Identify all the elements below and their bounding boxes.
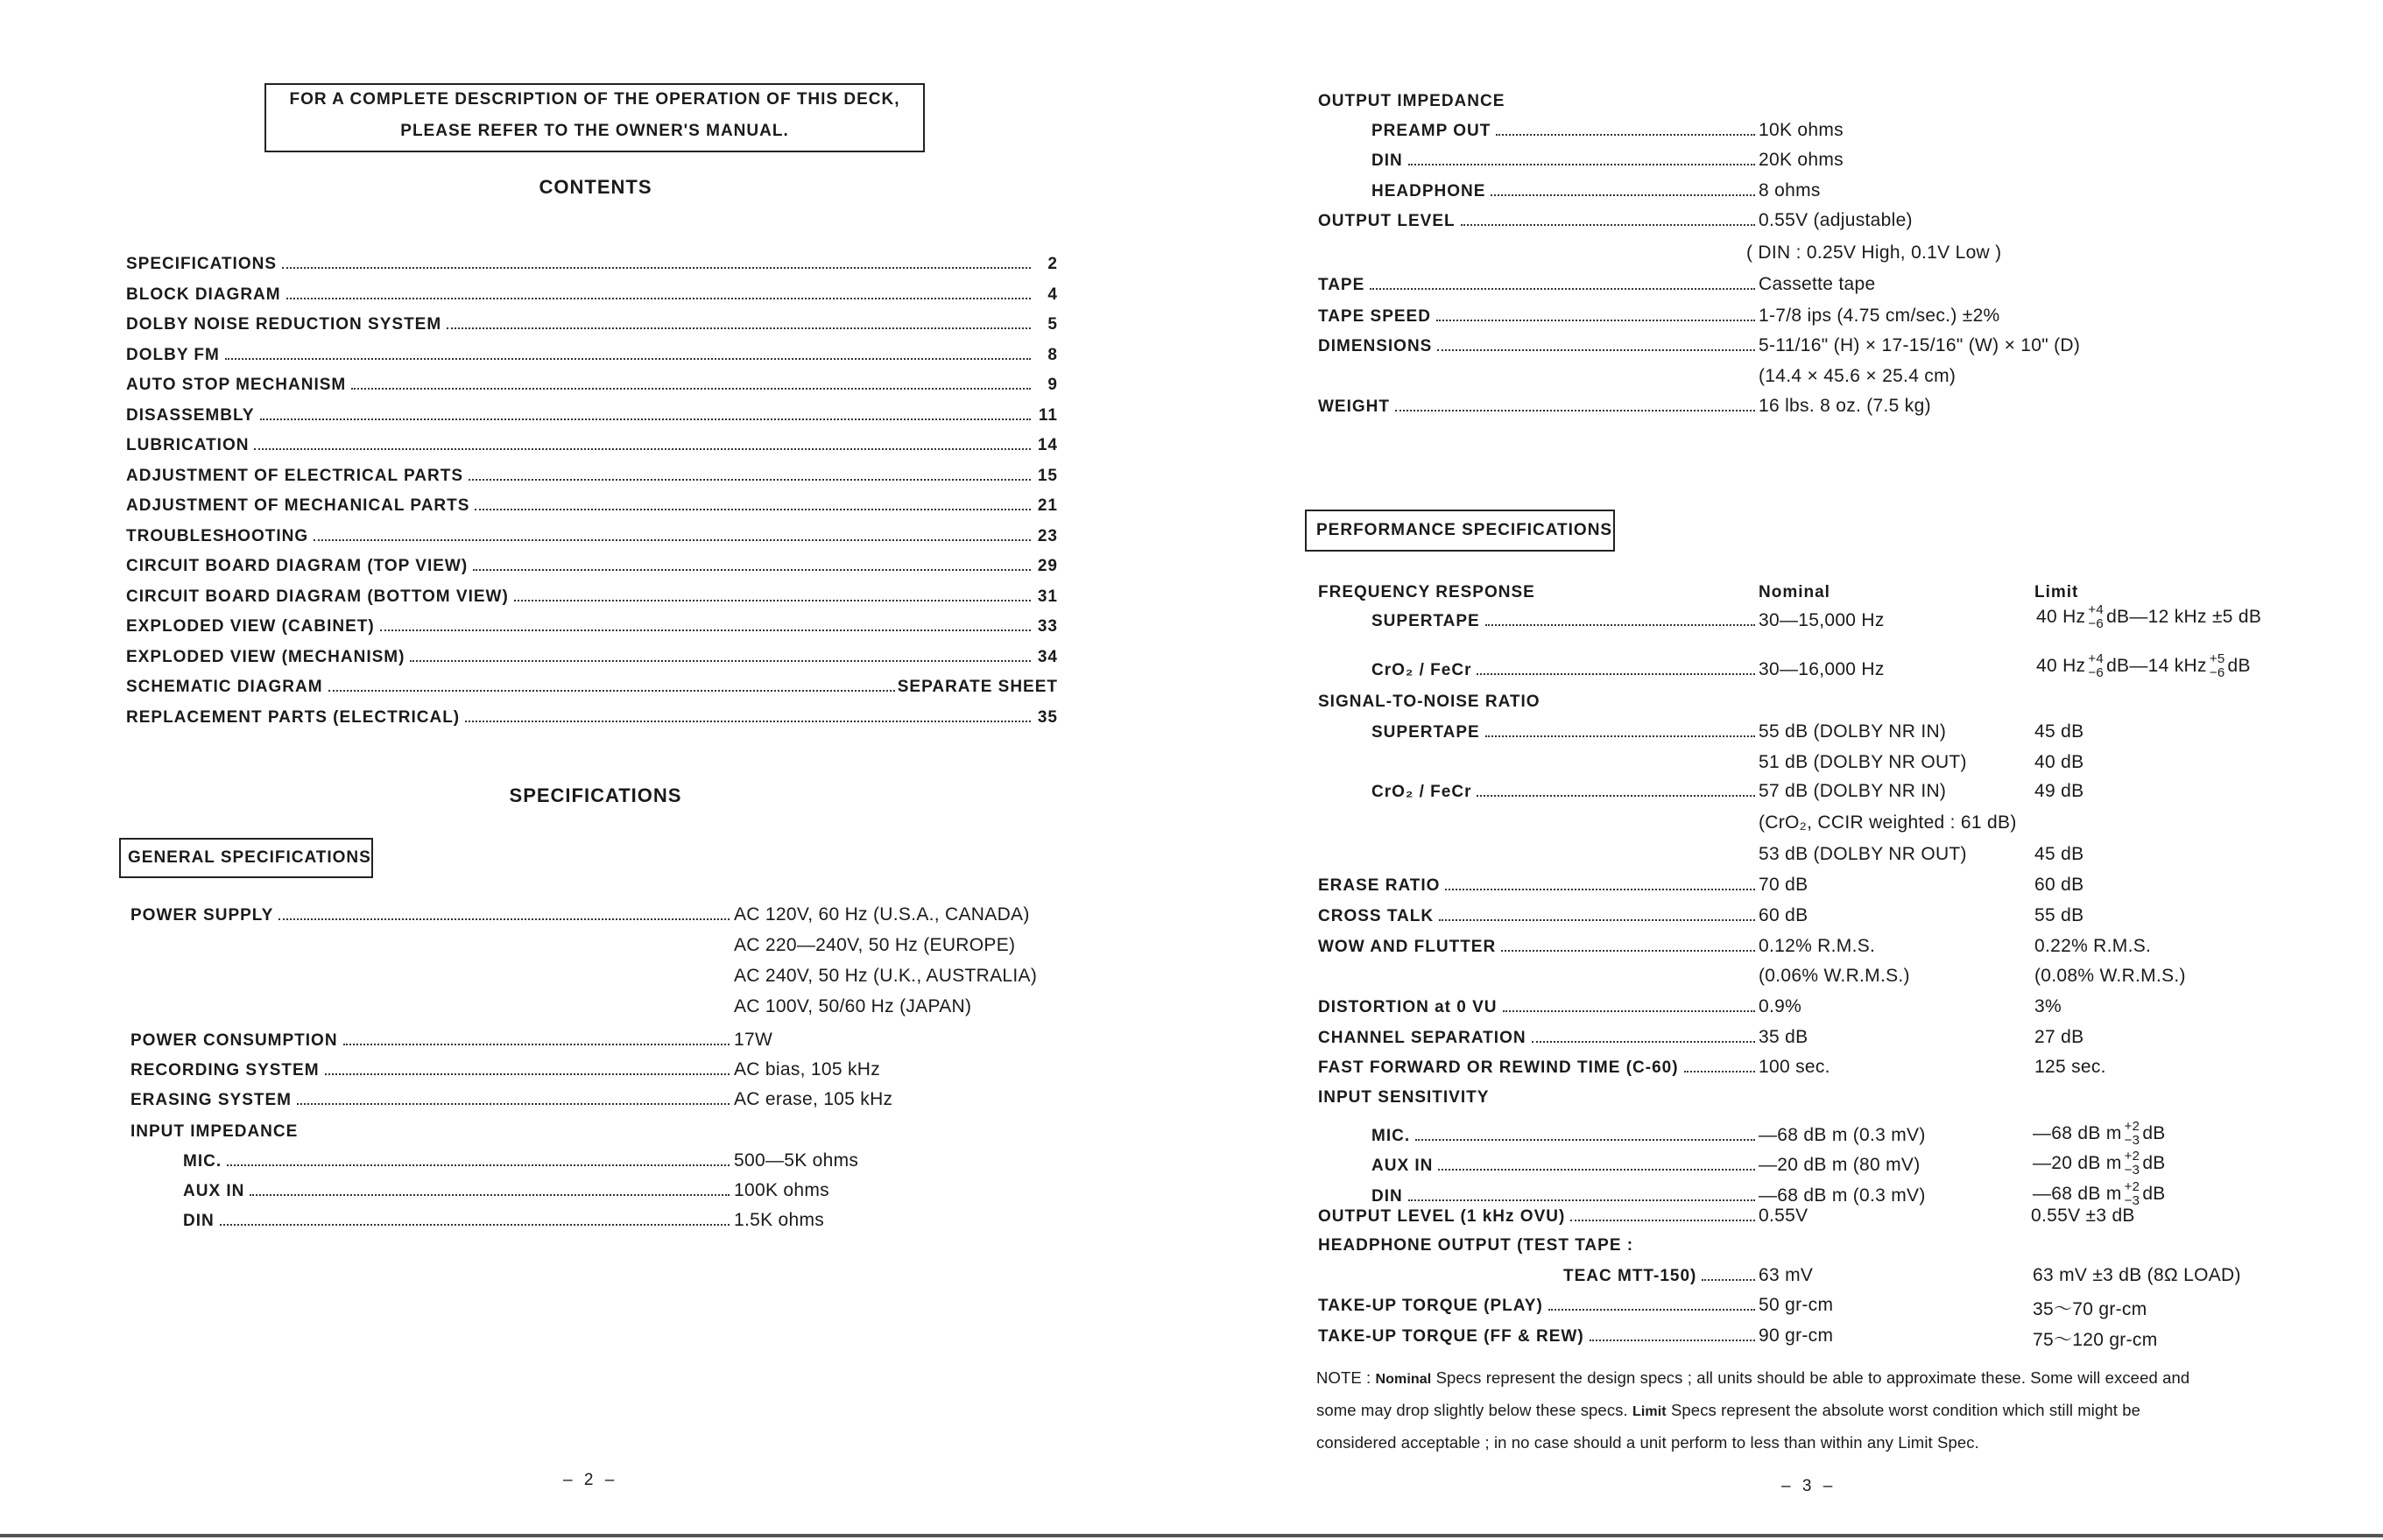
power-supply-value-3: AC 240V, 50 Hz (U.K., AUSTRALIA)	[734, 966, 1038, 986]
tape-speed-value: 1-7/8 ips (4.75 cm/sec.) ±2%	[1759, 306, 2000, 326]
input-sensitivity-nominal: —20 dB m (80 mV)	[1759, 1155, 1921, 1175]
dimensions-value-2: (14.4 × 45.6 × 25.4 cm)	[1759, 366, 1956, 386]
note-line-3: considered acceptable ; in no case should a unit perform to less than within any Limit Spec.	[1316, 1433, 1979, 1452]
toc-dot-leader	[286, 298, 1031, 299]
toc-dot-leader	[475, 509, 1031, 510]
output-impedance-headphone-value: 8 ohms	[1759, 180, 1821, 200]
toc-dot-leader	[473, 569, 1031, 571]
toc-entry-title: AUTO STOP MECHANISM	[126, 376, 347, 394]
notice-line-2: PLEASE REFER TO THE OWNER'S MANUAL.	[400, 122, 789, 140]
toc-dot-leader	[328, 690, 895, 692]
toc-dot-leader	[380, 629, 1031, 631]
toc-entry-page: 14	[1037, 436, 1058, 454]
fr-supertape-limit: 40 Hz +4 −6 dB—12 kHz ±5 dB	[2036, 602, 2262, 631]
headphone-output-tape: TEAC MTT-150)	[1563, 1267, 1757, 1286]
toc-dot-leader	[410, 660, 1031, 662]
input-sensitivity-nominal: —68 dB m (0.3 mV)	[1759, 1185, 1926, 1206]
general-specs-title: GENERAL SPECIFICATIONS	[128, 848, 371, 867]
output-level-perf-limit: 0.55V ±3 dB	[2031, 1206, 2135, 1226]
toc-dot-leader	[254, 448, 1031, 450]
spec-power-supply: POWER SUPPLY	[130, 906, 731, 925]
takeup-play-nominal: 50 gr-cm	[1759, 1295, 1834, 1315]
snr-crfe-limit-1: 49 dB	[2034, 781, 2084, 801]
spec-cross-talk: CROSS TALK	[1318, 907, 1757, 926]
spec-erase-ratio: ERASE RATIO	[1318, 876, 1757, 896]
fr-supertape-nominal: 30—15,000 Hz	[1759, 610, 1885, 630]
toc-entry	[126, 617, 1033, 636]
spec-weight: WEIGHT	[1318, 397, 1757, 417]
toc-entry-title: CIRCUIT BOARD DIAGRAM (BOTTOM VIEW)	[126, 587, 509, 606]
toc-entry-page: 35	[1037, 708, 1058, 727]
power-supply-value-4: AC 100V, 50/60 Hz (JAPAN)	[734, 996, 972, 1016]
input-sensitivity-row	[1371, 1127, 1757, 1146]
toc-entry	[126, 708, 1033, 728]
toc-dot-leader	[225, 358, 1031, 360]
input-impedance-label: INPUT IMPEDANCE	[130, 1122, 299, 1141]
headphone-output-limit: 63 mV ±3 dB (8Ω LOAD)	[2033, 1265, 2241, 1285]
output-impedance-din-value: 20K ohms	[1759, 150, 1844, 170]
distortion-limit: 3%	[2034, 996, 2062, 1016]
toc-entry	[126, 376, 1033, 395]
snr-crfe-limit-3: 45 dB	[2034, 844, 2084, 864]
power-supply-value-1: AC 120V, 60 Hz (U.S.A., CANADA)	[734, 904, 1030, 925]
toc-entry-page: 31	[1037, 587, 1058, 606]
snr-supertape-limit-2: 40 dB	[2034, 752, 2084, 772]
input-impedance-aux: AUX IN	[183, 1182, 731, 1201]
fr-crfe-nominal: 30—16,000 Hz	[1759, 659, 1885, 679]
snr-crfe-nominal-2: (CrO₂, CCIR weighted : 61 dB)	[1759, 812, 2017, 833]
snr-supertape-limit-1: 45 dB	[2034, 721, 2084, 742]
output-impedance-preamp: PREAMP OUT	[1371, 122, 1757, 141]
spec-wow-flutter: WOW AND FLUTTER	[1318, 938, 1757, 957]
takeup-play-limit: 35～70 gr-cm	[2033, 1299, 2147, 1319]
input-sensitivity-label: INPUT SENSITIVITY	[1318, 1088, 1490, 1107]
channel-separation-limit: 27 dB	[2034, 1027, 2084, 1047]
tape-value: Cassette tape	[1759, 274, 1876, 294]
cross-talk-nominal: 60 dB	[1759, 905, 1808, 925]
input-impedance-din-value: 1.5K ohms	[734, 1210, 825, 1230]
toc-dot-leader	[260, 418, 1032, 420]
input-impedance-din: DIN	[183, 1212, 731, 1231]
toc-entry-page: 23	[1037, 527, 1058, 545]
spec-erasing-system: ERASING SYSTEM	[130, 1091, 731, 1110]
toc-entry-title: ADJUSTMENT OF MECHANICAL PARTS	[126, 496, 470, 515]
dot-leader	[1415, 1139, 1755, 1141]
output-impedance-preamp-value: 10K ohms	[1759, 120, 1844, 140]
snr-supertape-nominal-1: 55 dB (DOLBY NR IN)	[1759, 721, 1947, 742]
fr-crfe: CrO₂ / FeCr	[1371, 661, 1757, 680]
output-impedance-din: DIN	[1371, 151, 1757, 171]
toc-entry-title: SCHEMATIC DIAGRAM	[126, 678, 323, 696]
input-impedance-aux-value: 100K ohms	[734, 1180, 829, 1200]
cross-talk-limit: 55 dB	[2034, 905, 2084, 925]
toc-entry-page: 11	[1038, 406, 1058, 425]
spec-tape: TAPE	[1318, 276, 1757, 295]
toc-entry-page: 15	[1037, 467, 1058, 485]
toc-entry	[126, 527, 1033, 546]
toc-entry-page: 29	[1037, 557, 1058, 575]
fast-forward-nominal: 100 sec.	[1759, 1057, 1830, 1077]
toc-entry	[126, 285, 1033, 305]
toc-entry-page: SEPARATE SHEET	[897, 678, 1058, 696]
erasing-system-value: AC erase, 105 kHz	[734, 1089, 893, 1109]
channel-separation-nominal: 35 dB	[1759, 1027, 1808, 1047]
spec-takeup-ff: TAKE-UP TORQUE (FF & REW)	[1318, 1327, 1757, 1347]
snr-label: SIGNAL-TO-NOISE RATIO	[1318, 693, 1540, 711]
snr-crfe: CrO₂ / FeCr	[1371, 783, 1757, 802]
input-sensitivity-row	[1371, 1187, 1757, 1206]
toc-entry-page: 33	[1037, 617, 1058, 636]
output-impedance-headphone: HEADPHONE	[1371, 182, 1757, 201]
toc-entry-page: 34	[1037, 648, 1058, 666]
erase-ratio-nominal: 70 dB	[1759, 875, 1808, 895]
frequency-response-label: FREQUENCY RESPONSE	[1318, 583, 1535, 601]
spec-channel-separation: CHANNEL SEPARATION	[1318, 1029, 1757, 1048]
snr-crfe-nominal-1: 57 dB (DOLBY NR IN)	[1759, 781, 1947, 801]
fr-supertape: SUPERTAPE	[1371, 612, 1757, 631]
note-line-2: some may drop slightly below these specs. Limit Specs represent the absolute worst condition which still might be	[1316, 1401, 2141, 1419]
spec-dimensions: DIMENSIONS	[1318, 337, 1757, 356]
spec-output-level: OUTPUT LEVEL	[1318, 212, 1757, 231]
output-level-value: 0.55V (adjustable)	[1759, 210, 1913, 230]
input-sensitivity-limit: —20 dB m +2 −3 dB	[2033, 1149, 2166, 1178]
toc-entry	[126, 346, 1033, 365]
input-sensitivity-nominal: —68 dB m (0.3 mV)	[1759, 1125, 1926, 1145]
toc-dot-leader	[469, 479, 1031, 481]
toc-entry-page: 2	[1047, 255, 1058, 273]
toc-dot-leader	[514, 600, 1031, 601]
toc-entry	[126, 315, 1033, 334]
spec-power-consumption: POWER CONSUMPTION	[130, 1031, 731, 1051]
toc-entry	[126, 557, 1033, 576]
specifications-title: SPECIFICATIONS	[509, 784, 682, 806]
toc-entry-title: LUBRICATION	[126, 436, 250, 454]
toc-entry-page: 21	[1037, 496, 1058, 515]
input-sensitivity-row-label: AUX IN	[1371, 1157, 1434, 1175]
toc-entry-page: 9	[1047, 376, 1058, 394]
toc-entry-title: SPECIFICATIONS	[126, 255, 277, 273]
toc-dot-leader	[282, 267, 1031, 269]
contents-title: CONTENTS	[539, 176, 652, 198]
input-sensitivity-limit: —68 dB m +2 −3 dB	[2033, 1179, 2166, 1208]
weight-value: 16 lbs. 8 oz. (7.5 kg)	[1759, 396, 1931, 416]
toc-dot-leader	[351, 388, 1031, 390]
power-consumption-value: 17W	[734, 1030, 773, 1050]
dot-leader	[1408, 1199, 1755, 1201]
toc-entry-title: EXPLODED VIEW (CABINET)	[126, 617, 375, 636]
input-impedance-mic: MIC.	[183, 1152, 731, 1171]
toc-entry	[126, 496, 1033, 516]
spec-tape-speed: TAPE SPEED	[1318, 307, 1757, 327]
toc-entry-title: DOLBY FM	[126, 346, 220, 364]
fr-crfe-limit: 40 Hz +4 −6 dB—14 kHz +5 −6 dB	[2036, 651, 2251, 680]
column-limit: Limit	[2034, 583, 2079, 601]
spec-recording-system: RECORDING SYSTEM	[130, 1061, 731, 1080]
toc-entry-page: 4	[1047, 285, 1058, 304]
input-impedance-mic-value: 500—5K ohms	[734, 1150, 859, 1171]
recording-system-value: AC bias, 105 kHz	[734, 1059, 881, 1079]
wow-flutter-limit-2: (0.08% W.R.M.S.)	[2034, 966, 2186, 986]
headphone-output-nominal: 63 mV	[1759, 1265, 1814, 1285]
note-line-1: NOTE : Nominal Specs represent the design specs ; all units should be able to approximate these. Some will exceed and	[1316, 1368, 2190, 1387]
wow-flutter-nominal: 0.12% R.M.S.	[1759, 936, 1876, 956]
toc-entry	[126, 255, 1033, 274]
toc-entry	[126, 436, 1033, 455]
spec-output-level-perf: OUTPUT LEVEL (1 kHz OVU)	[1318, 1207, 1757, 1227]
fast-forward-limit: 125 sec.	[2034, 1057, 2106, 1077]
column-nominal: Nominal	[1759, 583, 1830, 601]
takeup-ff-nominal: 90 gr-cm	[1759, 1326, 1834, 1346]
page-number-left: – 2 –	[563, 1471, 618, 1489]
power-supply-value-2: AC 220—240V, 50 Hz (EUROPE)	[734, 935, 1016, 955]
wow-flutter-nominal-2: (0.06% W.R.M.S.)	[1759, 966, 1910, 986]
output-level-perf-nominal: 0.55V	[1759, 1206, 1808, 1226]
takeup-ff-limit: 75～120 gr-cm	[2033, 1330, 2158, 1350]
snr-supertape-nominal-2: 51 dB (DOLBY NR OUT)	[1759, 752, 1967, 772]
notice-line-1: FOR A COMPLETE DESCRIPTION OF THE OPERATION OF THIS DECK,	[289, 90, 900, 109]
toc-entry-title: CIRCUIT BOARD DIAGRAM (TOP VIEW)	[126, 557, 469, 575]
toc-entry-title: ADJUSTMENT OF ELECTRICAL PARTS	[126, 467, 464, 485]
input-sensitivity-row-label: DIN	[1371, 1187, 1403, 1206]
toc-entry-page: 8	[1047, 346, 1058, 364]
wow-flutter-limit: 0.22% R.M.S.	[2034, 936, 2152, 956]
toc-dot-leader	[465, 721, 1031, 722]
snr-crfe-nominal-3: 53 dB (DOLBY NR OUT)	[1759, 844, 1967, 864]
toc-entry-page: 5	[1047, 315, 1058, 334]
toc-dot-leader	[447, 327, 1031, 329]
toc-entry-title: DISASSEMBLY	[126, 406, 255, 425]
toc-entry-title: TROUBLESHOOTING	[126, 527, 309, 545]
distortion-nominal: 0.9%	[1759, 996, 1802, 1016]
performance-specs-title: PERFORMANCE SPECIFICATIONS	[1316, 521, 1613, 539]
toc-entry-title: DOLBY NOISE REDUCTION SYSTEM	[126, 315, 442, 334]
erase-ratio-limit: 60 dB	[2034, 875, 2084, 895]
input-sensitivity-row	[1371, 1157, 1757, 1176]
snr-supertape: SUPERTAPE	[1371, 723, 1757, 742]
spec-distortion: DISTORTION at 0 VU	[1318, 998, 1757, 1017]
toc-entry	[126, 587, 1033, 607]
toc-entry	[126, 406, 1033, 425]
toc-entry-title: BLOCK DIAGRAM	[126, 285, 281, 304]
spec-takeup-play: TAKE-UP TORQUE (PLAY)	[1318, 1297, 1757, 1316]
headphone-output-label: HEADPHONE OUTPUT (TEST TAPE :	[1318, 1236, 1634, 1255]
page-number-right: – 3 –	[1781, 1477, 1837, 1495]
toc-entry-title: EXPLODED VIEW (MECHANISM)	[126, 648, 405, 666]
output-level-value-2: ( DIN : 0.25V High, 0.1V Low )	[1746, 243, 2002, 263]
toc-entry	[126, 648, 1033, 667]
dot-leader	[1438, 1169, 1755, 1171]
toc-dot-leader	[314, 539, 1031, 541]
scan-bottom-edge	[0, 1534, 2383, 1537]
toc-entry-title: REPLACEMENT PARTS (ELECTRICAL)	[126, 708, 461, 727]
spec-fast-forward: FAST FORWARD OR REWIND TIME (C-60)	[1318, 1058, 1757, 1078]
toc-entry	[126, 467, 1033, 486]
output-impedance-label: OUTPUT IMPEDANCE	[1318, 92, 1505, 110]
input-sensitivity-row-label: MIC.	[1371, 1127, 1411, 1145]
toc-entry	[126, 678, 897, 697]
input-sensitivity-limit: —68 dB m +2 −3 dB	[2033, 1119, 2166, 1148]
dimensions-value: 5-11/16" (H) × 17-15/16" (W) × 10" (D)	[1759, 335, 2081, 355]
